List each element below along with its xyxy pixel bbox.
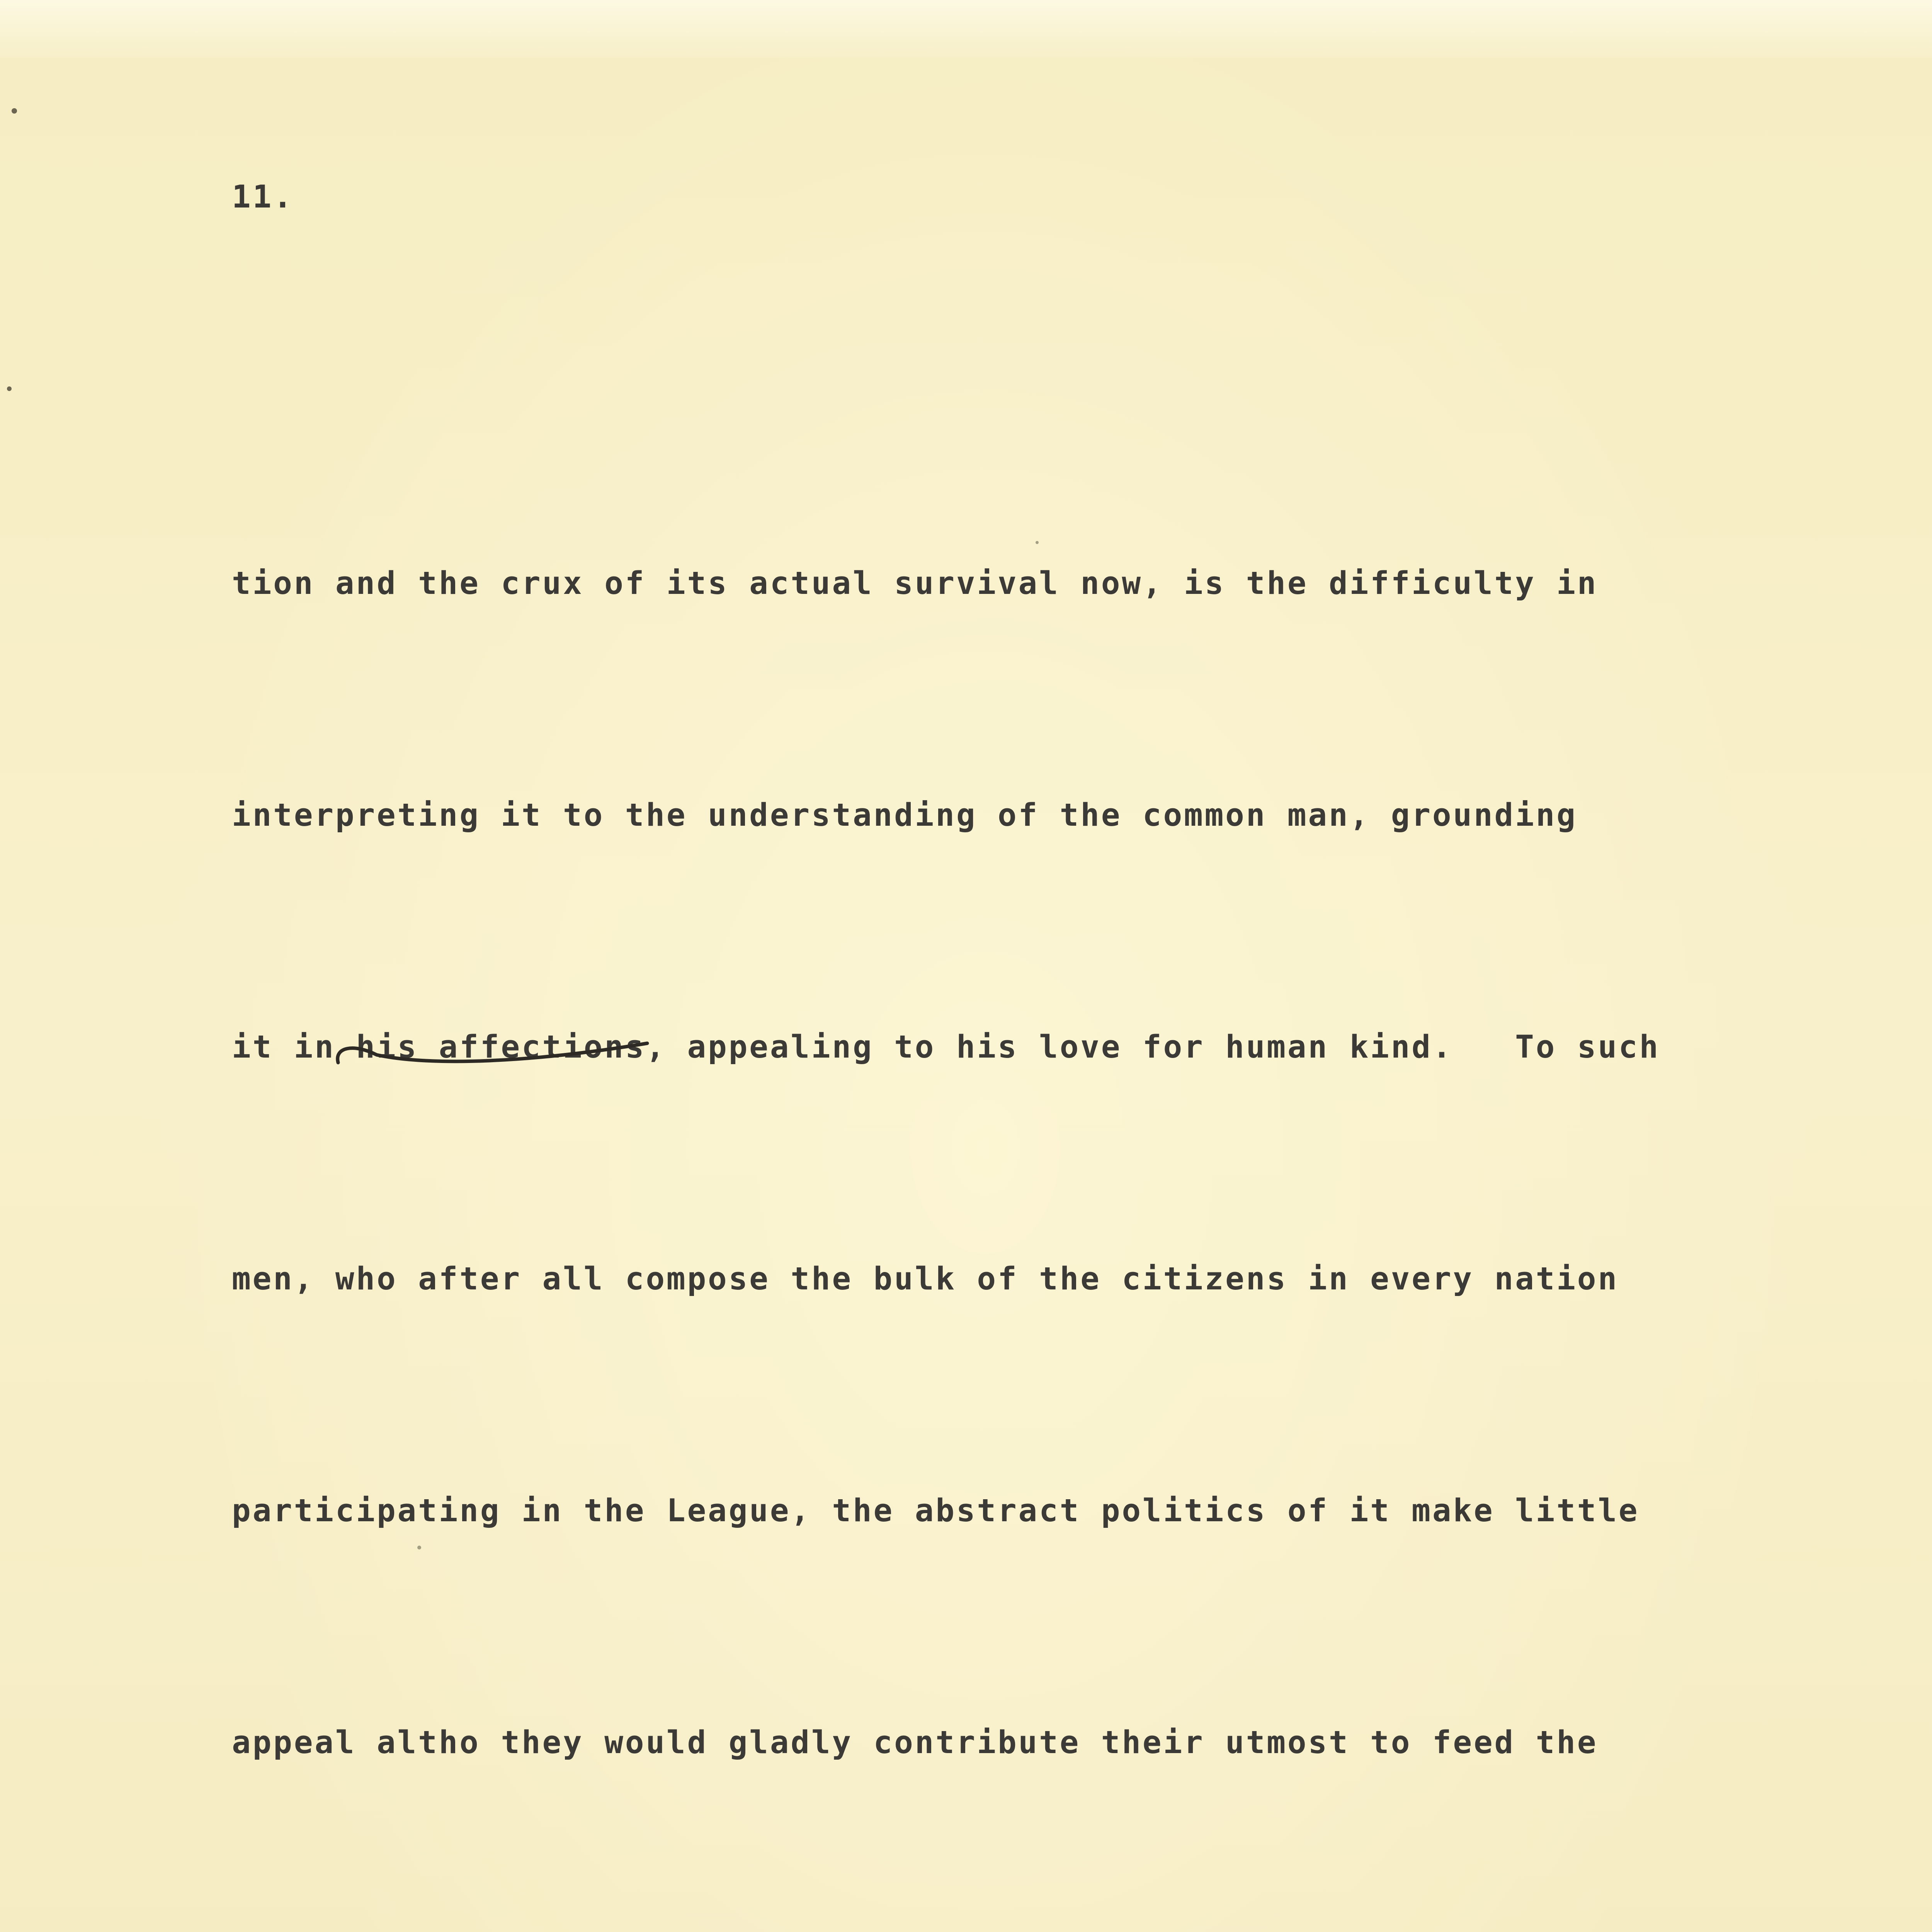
paper-speck bbox=[7, 386, 12, 391]
paper-speck bbox=[12, 108, 17, 114]
text-line: interpreting it to the understanding of the common man, grounding bbox=[232, 797, 1577, 833]
page-number: 11. bbox=[232, 179, 294, 215]
paper-speck bbox=[417, 1546, 421, 1549]
paper-top-edge bbox=[0, 0, 1932, 58]
paper-speck bbox=[1036, 541, 1039, 544]
pen-stroke-mark bbox=[330, 1039, 678, 1094]
text-line: tion and the crux of its actual survival now, is the difficulty in bbox=[232, 565, 1598, 602]
text-line: participating in the League, the abstract politics of it make little bbox=[232, 1493, 1639, 1529]
text-line: appeal altho they would gladly contribute their utmost to feed the bbox=[232, 1725, 1598, 1761]
blank-line bbox=[232, 313, 1874, 390]
text-line: it in his affections, appealing to his love for human kind. To such bbox=[232, 1029, 1660, 1065]
text-line: men, who after all compose the bulk of the citizens in every nation bbox=[232, 1261, 1619, 1297]
